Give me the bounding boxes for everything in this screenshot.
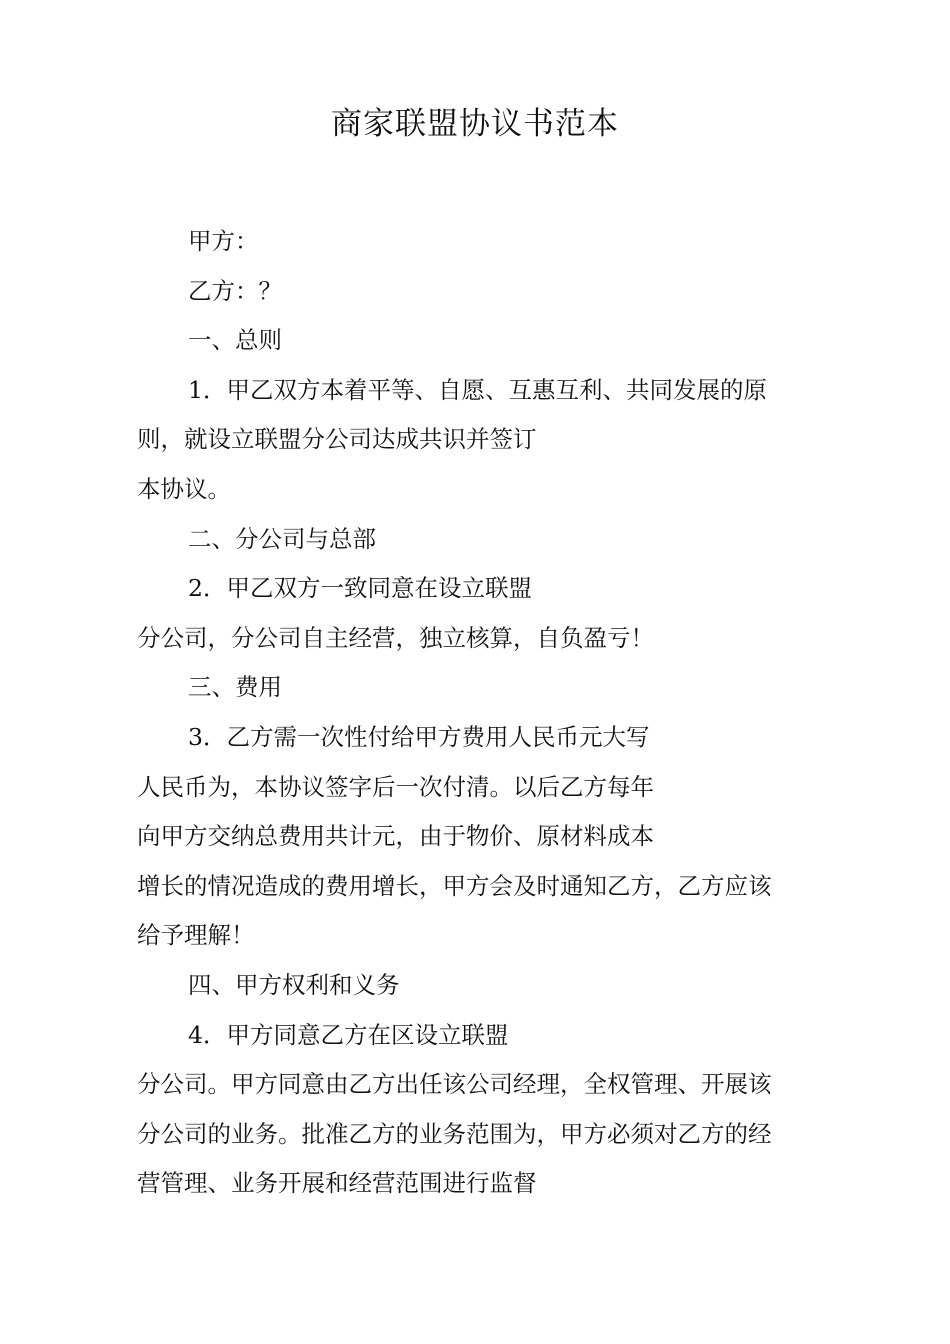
clause-3-line-3: 向甲方交纳总费用共计元，由于物价、原材料成本 [137,822,654,851]
clause-4-line-4: 营管理、业务开展和经营范围进行监督 [137,1169,537,1198]
document-body [137,217,837,1209]
clause-2-line-1: 2．甲乙双方一致同意在设立联盟 [188,574,532,603]
clause-1-line-2: 则，就设立联盟分公司达成共识并签订 [137,425,537,454]
clause-3-line-1: 3．乙方需一次性付给甲方费用人民币元大写 [188,722,650,751]
clause-4-line-1: 4．甲方同意乙方在区设立联盟 [188,1020,509,1049]
party-b-line: 乙方：？ [188,276,282,305]
section-heading-branch: 二、分公司与总部 [188,524,376,553]
document-title: 商家联盟协议书范本 [331,106,619,142]
clause-4-line-3: 分公司的业务。批准乙方的业务范围为，甲方必须对乙方的经 [137,1119,772,1148]
clause-4-line-2: 分公司。甲方同意由乙方出任该公司经理，全权管理、开展该 [137,1070,772,1099]
clause-3-line-2: 人民币为，本协议签字后一次付清。以后乙方每年 [137,772,654,801]
section-heading-party-a-rights: 四、甲方权利和义务 [188,970,400,999]
clause-1-line-1: 1．甲乙双方本着平等、自愿、互惠互利、共同发展的原 [188,375,767,404]
party-a-line: 甲方： [188,227,259,255]
clause-2-line-2: 分公司，分公司自主经营，独立核算，自负盈亏！ [137,623,654,652]
section-heading-fees: 三、费用 [188,673,282,702]
section-heading-general: 一、总则 [188,326,282,355]
clause-3-line-5: 给予理解！ [137,921,255,950]
clause-3-line-4: 增长的情况造成的费用增长，甲方会及时通知乙方，乙方应该 [137,871,772,900]
clause-1-line-3: 本协议。 [137,474,231,503]
